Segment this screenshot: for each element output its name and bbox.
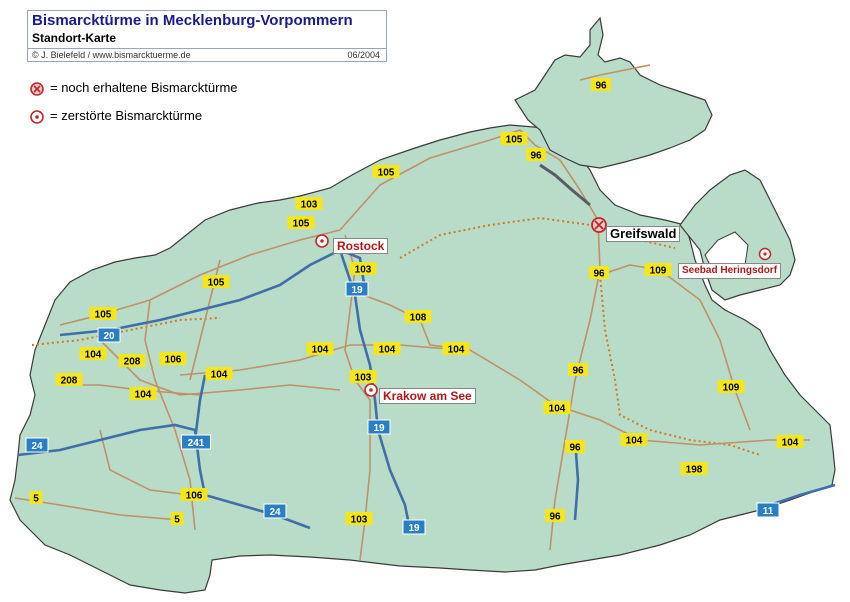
road-shield-b109-1 (645, 263, 672, 277)
road-shield-label: 108 (409, 312, 427, 324)
road-shield-label: 104 (84, 349, 102, 361)
road-shield-label: 5 (33, 493, 39, 505)
road-shield-b5-2 (171, 512, 184, 526)
road-shield-label: 106 (185, 490, 203, 502)
destroyed-tower-icon (30, 110, 44, 124)
road-shield-label: 208 (123, 356, 141, 368)
road-shield-label: 96 (549, 511, 561, 523)
road-shield-b106-1 (160, 352, 187, 366)
road-shield-b103-2 (350, 262, 377, 276)
map-subtitle: Standort-Karte (32, 31, 117, 45)
road-shield-label: 96 (593, 268, 605, 280)
legend-destroyed (30, 108, 202, 124)
autobahn-shield-a24-1 (26, 438, 48, 452)
road-shield-label: 96 (530, 150, 542, 162)
autobahn-shield-label: 19 (351, 285, 363, 296)
autobahn-shield-label: 19 (373, 423, 385, 434)
autobahn-shield-a24-2 (264, 504, 286, 518)
road-shield-b104-2 (307, 342, 334, 356)
tower-greifswald-icon (592, 218, 606, 232)
road-shield-b105-3 (288, 216, 315, 230)
road-shield-b5-1 (30, 491, 43, 505)
road-shield-b103-1 (296, 197, 323, 211)
road-shield-label: 103 (300, 199, 318, 211)
road-shield-b103-3 (350, 370, 377, 384)
road-shield-b104-7 (544, 401, 571, 415)
road-shield-b96-4 (568, 363, 588, 377)
road-shield-label: 104 (548, 403, 566, 415)
road-shield-label: 5 (174, 514, 180, 526)
road-shield-b96-1 (591, 78, 611, 92)
road-shield-label: 103 (354, 372, 372, 384)
road-shield-b103-4 (346, 512, 373, 526)
road-shield-label: 104 (781, 437, 799, 449)
autobahn-shield-label: 11 (762, 506, 774, 517)
legend-destroyed-label: = zerstörte Bismarcktürme (50, 108, 203, 123)
road-shield-label: 96 (569, 442, 581, 454)
road-shield-label: 105 (94, 309, 112, 321)
autobahn-shield-label: 24 (31, 441, 43, 452)
road-shield-label: 208 (60, 375, 78, 387)
road-shield-b96-3 (589, 266, 609, 280)
road-shield-b208-1 (119, 354, 146, 368)
copyright-text: © J. Bielefeld / www.bismarcktuerme.de (32, 50, 191, 60)
road-shield-label: 104 (625, 435, 643, 447)
road-shield-label: 109 (722, 382, 740, 394)
title-divider (28, 48, 386, 49)
road-shield-b105-4 (203, 275, 230, 289)
road-shield-label: 104 (378, 344, 396, 356)
road-shield-b208-2 (56, 373, 83, 387)
autobahn-shield-a19-2 (368, 420, 390, 434)
road-shield-label: 109 (649, 265, 667, 277)
road-shield-b104-1 (80, 347, 107, 361)
autobahn-shield-label: 241 (187, 438, 205, 449)
road-shield-label: 104 (447, 344, 465, 356)
map-title: Bismarcktürme in Mecklenburg-Vorpommern (32, 12, 353, 29)
road-shield-b104-4 (443, 342, 470, 356)
tower-rostock-icon (316, 235, 328, 247)
road-shield-b104-5 (206, 367, 233, 381)
road-shield-b104-3 (374, 342, 401, 356)
autobahn-shield-a19-3 (403, 520, 425, 534)
preserved-tower-icon (30, 82, 44, 96)
road-shield-b104-9 (777, 435, 804, 449)
road-shield-label: 104 (134, 389, 152, 401)
road-shield-b96-2 (526, 148, 546, 162)
city-label-heringsdorf: Seebad Heringsdorf (678, 263, 781, 279)
autobahn-shield-label: 24 (269, 507, 281, 518)
date-text: 06/2004 (347, 50, 380, 60)
road-shield-label: 104 (311, 344, 329, 356)
road-shield-label: 103 (350, 514, 368, 526)
road-shield-b104-8 (621, 433, 648, 447)
road-shield-label: 104 (210, 369, 228, 381)
road-shield-b105-1 (501, 132, 528, 146)
road-shield-b105-2 (373, 165, 400, 179)
road-shield-label: 198 (685, 464, 703, 476)
road-shield-b96-5 (565, 440, 585, 454)
autobahn-shield-a11 (757, 503, 779, 517)
autobahn-shield-a241 (182, 435, 211, 449)
autobahn-shield-a20 (98, 328, 120, 342)
legend-preserved (30, 80, 238, 96)
tower-krakow-icon (365, 384, 377, 396)
road-shield-b109-2 (718, 380, 745, 394)
autobahn-shield-label: 19 (408, 523, 420, 534)
road-shield-label: 96 (595, 80, 607, 92)
road-shield-label: 105 (292, 218, 310, 230)
road-shield-b104-6 (130, 387, 157, 401)
tower-heringsdorf-icon (760, 249, 771, 260)
autobahn-shield-label: 20 (103, 331, 115, 342)
city-label-greifswald: Greifswald (606, 226, 680, 242)
road-shield-b108 (405, 310, 432, 324)
road-shield-b96-6 (545, 509, 565, 523)
road-shield-label: 105 (505, 134, 523, 146)
road-shield-label: 96 (572, 365, 584, 377)
road-shield-label: 105 (207, 277, 225, 289)
autobahn-shield-a19-1 (346, 282, 368, 296)
road-shield-label: 105 (377, 167, 395, 179)
legend-preserved-label: = noch erhaltene Bismarcktürme (50, 80, 238, 95)
road-shield-label: 103 (354, 264, 372, 276)
city-label-krakow: Krakow am See (379, 388, 476, 404)
city-label-rostock: Rostock (333, 238, 388, 254)
road-shield-b198 (681, 462, 708, 476)
road-shield-b106-2 (181, 488, 208, 502)
map-title-box (27, 10, 387, 62)
road-shield-b105-5 (90, 307, 117, 321)
road-shield-label: 106 (164, 354, 182, 366)
